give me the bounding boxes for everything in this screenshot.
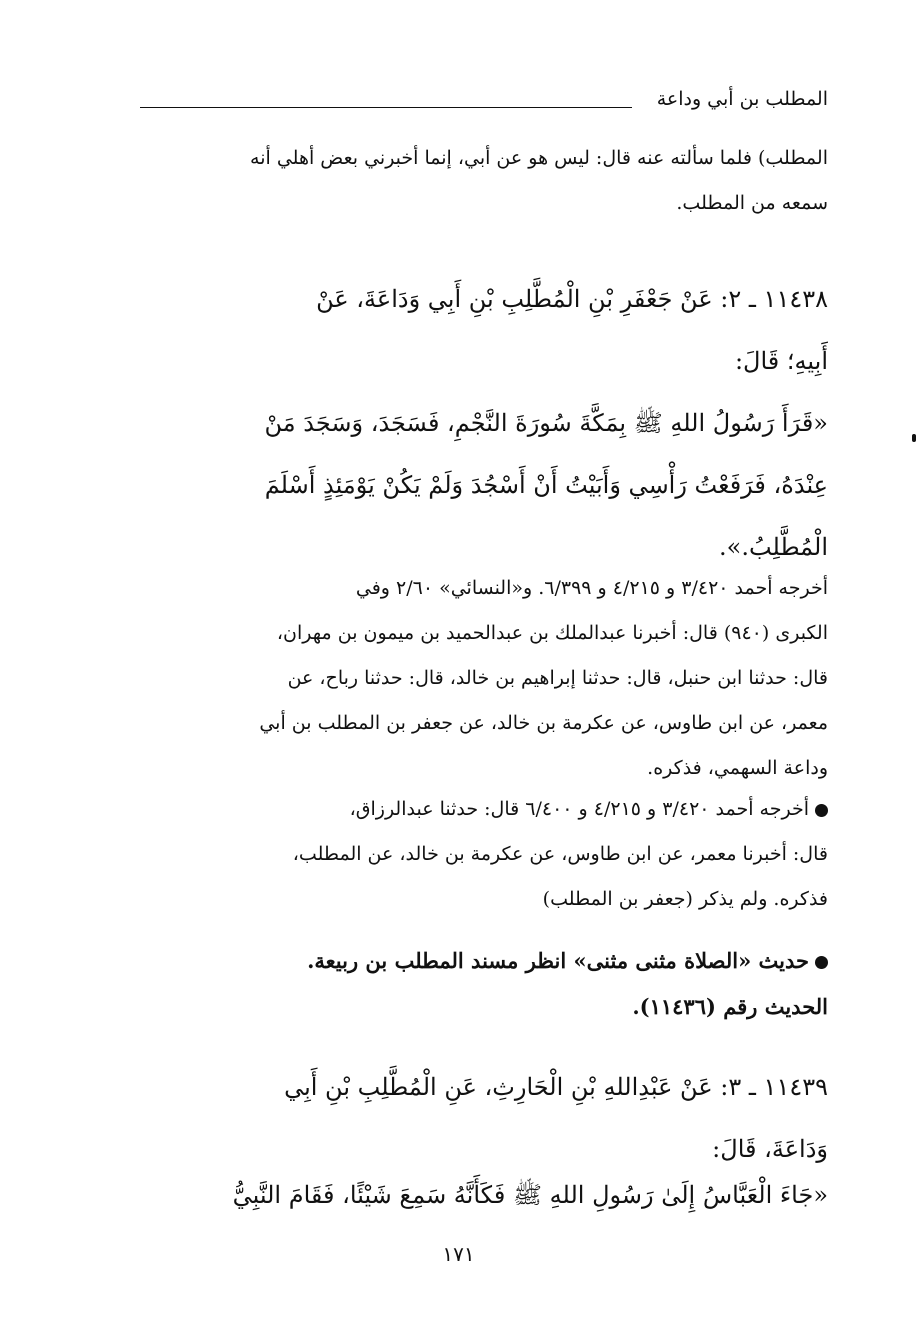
hadith-text-11438 (140, 392, 828, 578)
text-line: الكبرى (٩٤٠) قال: أخبرنا عبدالملك بن عبدالحميد بن ميمون بن مهران، (276, 622, 828, 644)
text-line: الحديث رقم (١١٤٣٦). (632, 994, 828, 1019)
text-line: «جَاءَ الْعَبَّاسُ إِلَىٰ رَسُولِ اللهِ ﷺ فَكَأَنَّهُ سَمِعَ شَيْئًا، فَقَامَ النَّبِيُّ (232, 1181, 828, 1209)
running-header (140, 88, 828, 118)
text-line: أَبِيهِ؛ قَالَ: (734, 347, 828, 375)
cross-reference-note (140, 938, 828, 1030)
text-line: أخرجه أحمد ٣/٤٢٠ و ٤/٢١٥ و ٦/٣٩٩. و«النسائي» ٢/٦٠ وفي (355, 577, 828, 599)
hadith-heading-11439 (140, 1056, 828, 1180)
text-line-content: أخرجه أحمد ٣/٤٢٠ و ٤/٢١٥ و ٦/٤٠٠ قال: حدثنا عبدالرزاق، (349, 798, 809, 820)
text-line: عِنْدَهُ، فَرَفَعْتُ رَأْسِي وَأَبَيْتُ أَنْ أَسْجُدَ وَلَمْ يَكُنْ يَوْمَئِذٍ أَسْلَمَ (264, 471, 828, 499)
header-title: المطلب بن أبي وداعة (656, 88, 828, 110)
text-line: المطلب) فلما سألته عنه قال: ليس هو عن أبي، إنما أخبرني بعض أهلي أنه (250, 147, 828, 169)
text-line: ١١٤٣٩ ـ ٣: عَنْ عَبْدِاللهِ بْنِ الْحَارِثِ، عَنِ الْمُطَّلِبِ بْنِ أَبِي (284, 1073, 828, 1101)
text-line (140, 938, 828, 984)
text-line: وَدَاعَةَ، قَالَ: (712, 1135, 828, 1163)
margin-mark (912, 434, 916, 442)
text-line: فذكره. ولم يذكر (جعفر بن المطلب) (542, 888, 828, 910)
bullet-icon (815, 804, 828, 817)
paragraph-continuation (140, 136, 828, 226)
text-line-content: حديث «الصلاة مثنى مثنى» انظر مسند المطلب بن ربيعة. (307, 948, 809, 973)
takhrij-paragraph-2 (140, 787, 828, 922)
text-line: وداعة السهمي، فذكره. (647, 757, 828, 779)
header-rule (140, 107, 632, 108)
text-line (140, 787, 828, 832)
text-line: ١١٤٣٨ ـ ٢: عَنْ جَعْفَرِ بْنِ الْمُطَّلِبِ بْنِ أَبِي وَدَاعَةَ، عَنْ (316, 285, 828, 313)
text-line: قال: أخبرنا معمر، عن ابن طاوس، عن عكرمة بن خالد، عن المطلب، (292, 843, 828, 865)
bullet-icon (815, 956, 828, 969)
text-line: سمعه من المطلب. (676, 192, 828, 214)
text-line: «قَرَأَ رَسُولُ اللهِ ﷺ بِمَكَّةَ سُورَةَ النَّجْمِ، فَسَجَدَ، وَسَجَدَ مَنْ (264, 409, 828, 437)
takhrij-paragraph-1 (140, 566, 828, 791)
text-line: الْمُطَّلِبُ.». (719, 533, 828, 561)
page-number: ١٧١ (442, 1242, 475, 1266)
text-line: معمر، عن ابن طاوس، عن عكرمة بن خالد، عن جعفر بن المطلب بن أبي (259, 712, 828, 734)
hadith-heading-11438 (140, 268, 828, 392)
text-line: قال: حدثنا ابن حنبل، قال: حدثنا إبراهيم بن خالد، قال: حدثنا رباح، عن (287, 667, 828, 689)
hadith-text-11439 (140, 1164, 828, 1226)
